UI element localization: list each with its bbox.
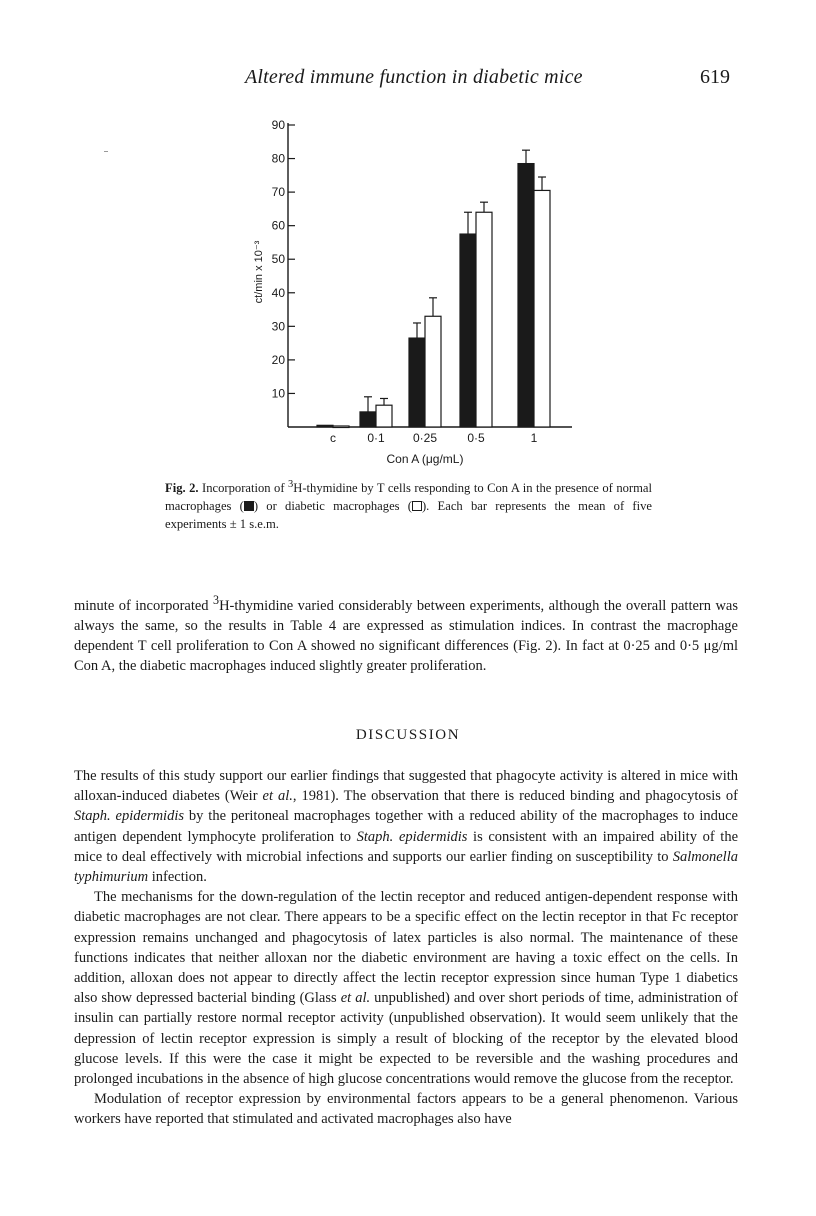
- para4-text: Modulation of receptor expression by environmental factors appears to be a general phenomenon. Various workers have reported that stimulated and activated macrophages also have: [74, 1091, 738, 1128]
- caption-text-3: ) or diabetic macrophages (: [253, 499, 412, 514]
- para1-text-2: H-thymidine varied considerably between experiments, although the overall pattern was always the same, so the results in Table 4 are expressed as stimulation indices. In contrast the macrophage dependent T cell proliferation to Con A showed no significant differences (Fig. 2). In fact at 0·25 and 0·5 μg/ml Con A, the diabetic macrophages induced slightly greater proliferation.: [74, 597, 739, 675]
- y-tick-label: 50: [271, 252, 285, 267]
- x-tick-label: 0·1: [367, 431, 385, 445]
- bar-diabetic-2: [425, 316, 441, 427]
- bar-diabetic-1: [376, 405, 392, 427]
- x-tick-label: 1: [530, 431, 538, 445]
- para2-text-2: , 1981). The observation that there is reduced binding and phagocytosis of: [292, 788, 739, 805]
- bar-diabetic-3: [476, 212, 492, 427]
- bar-normal-4: [518, 164, 534, 427]
- y-axis-label: ct/min x 10⁻³: [253, 240, 265, 304]
- x-tick-label: 0·5: [467, 431, 485, 445]
- page-number: 619: [700, 66, 730, 88]
- x-tick-label: 0·25: [412, 431, 438, 445]
- para2-italic-1: Staph. epidermidis: [74, 808, 185, 825]
- y-tick-label: 10: [271, 386, 285, 401]
- caption-text-1: Incorporation of: [202, 481, 288, 496]
- caption-text-4: ). Each bar represents the mean of five experiments ± 1 s.e.m.: [165, 499, 652, 532]
- results-paragraph: [74, 590, 738, 677]
- figure-label: Fig. 2.: [165, 481, 199, 496]
- figure-caption: [165, 476, 652, 533]
- bar-normal-2: [409, 338, 425, 427]
- discussion-heading: DISCUSSION: [355, 727, 461, 743]
- para1-sup: 3: [213, 593, 220, 607]
- y-tick-label: 40: [271, 285, 285, 300]
- y-tick-label: 70: [271, 185, 285, 200]
- y-ticks: [272, 118, 295, 400]
- bar-normal-0: [317, 425, 333, 427]
- para2-text-1: The results of this study support our earlier findings that suggested that phagocyte activity is altered in mice with alloxan-induced diabetes (Weir: [74, 768, 738, 805]
- para1-text-1: minute of incorporated: [74, 597, 214, 614]
- bar-diabetic-4: [534, 190, 550, 427]
- x-tick-label: c: [330, 431, 336, 445]
- discussion-paragraph-2: [74, 887, 738, 1089]
- y-tick-label: 80: [271, 151, 285, 166]
- discussion-paragraph-3: [74, 1089, 738, 1129]
- y-tick-label: 60: [271, 218, 285, 233]
- para2-etal: et al.: [262, 788, 293, 805]
- caption-text-2: H-thymidine by T cells responding to Con A in the presence of normal macrophages (: [165, 481, 652, 514]
- para2-text-5: infection.: [148, 869, 207, 886]
- x-tick-labels: [330, 431, 538, 445]
- para2-italic-3: Salmonella typhimurium: [74, 848, 738, 886]
- discussion-paragraph-1: [74, 766, 738, 887]
- bar-diabetic-0: [333, 426, 349, 428]
- filled-square-icon: [244, 501, 254, 511]
- bars: [317, 150, 550, 427]
- caption-sup: 3: [288, 479, 294, 490]
- para3-text-1: The mechanisms for the down-regulation of the lectin receptor and reduced antigen-dependent response with diabetic macrophages are not clear. There appears to be a specific effect on the lectin receptor in that Fc receptor expression remains unchanged and phagocytosis of latex particles is also normal. The maintenance of these functions indicates that neither alloxan nor the diabetic environment are having a toxic effect on the cells. In addition, alloxan does not appear to directly affect the lectin receptor expression since human Type 1 diabetics also show depressed bacterial binding (Glass: [74, 889, 738, 1007]
- open-square-icon: [412, 501, 422, 511]
- para2-text-4: is consistent with an impaired ability of the mice to deal effectively with microbial infections and supports our earlier finding on susceptibility to: [74, 828, 739, 865]
- running-title: Altered immune function in diabetic mice: [245, 66, 583, 88]
- bar-normal-1: [360, 412, 376, 427]
- para2-italic-2: Staph. epidermidis: [356, 828, 468, 845]
- para2-text-3: by the peritoneal macrophages together with a reduced ability of the macrophages to induce antigen dependent lymphocyte proliferation to: [74, 808, 738, 845]
- bar-normal-3: [460, 234, 476, 427]
- y-tick-label: 90: [271, 118, 285, 132]
- x-axis-label: Con A (μg/mL): [386, 452, 464, 466]
- para3-text-2: unpublished) and over short periods of time, administration of insulin can partially restore normal receptor activity (unpublished observation). It would seem unlikely that the depression of lectin receptor expression is simply a result of blocking of the receptor by the elevated blood glucose levels. If this were the case it might be expected to be reversible and the washing procedures and prolonged incubations in the absence of high glucose concentrations would remove the glucose from the receptor.: [74, 990, 738, 1088]
- para3-etal: et al.: [340, 990, 371, 1007]
- y-tick-label: 20: [271, 352, 285, 367]
- bar-chart: [0, 0, 816, 470]
- y-tick-label: 30: [271, 319, 285, 334]
- discussion-body: [74, 766, 738, 1130]
